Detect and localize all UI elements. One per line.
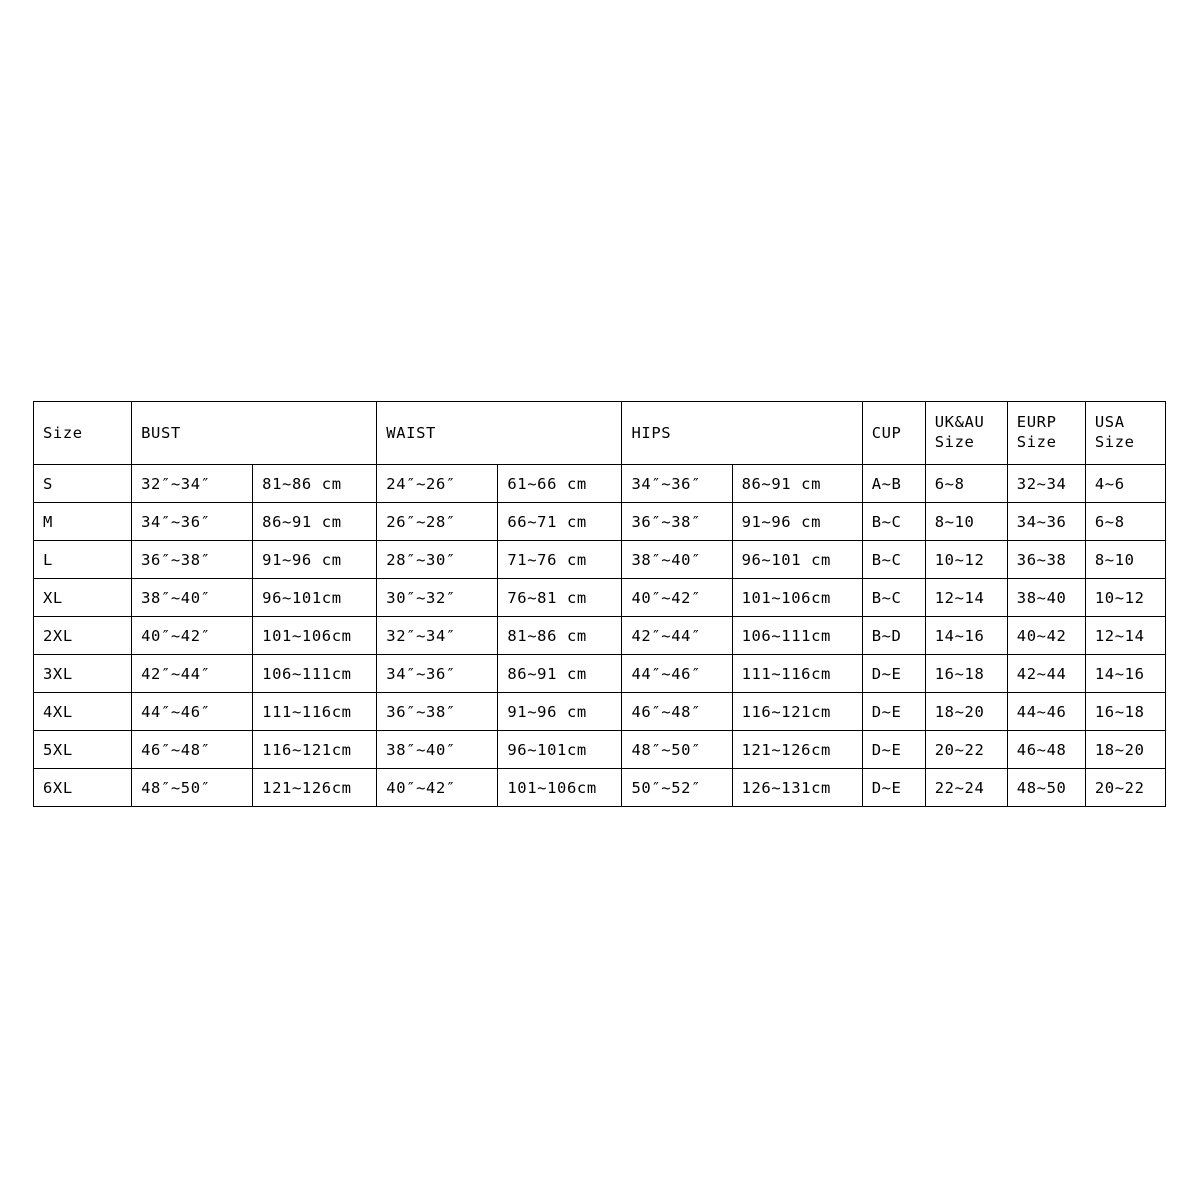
cell-hips-inch: 50″~52″ [622,769,732,807]
table-header-row [34,402,1166,465]
eurp-line-2: Size [1016,433,1057,451]
table-row [34,655,1166,693]
cell-size: 5XL [34,731,132,769]
cell-usa: 12~14 [1085,617,1165,655]
cell-size: S [34,465,132,503]
cell-waist-cm: 66~71 cm [498,503,622,541]
cell-bust-inch: 40″~42″ [132,617,253,655]
cell-eurp: 36~38 [1007,541,1085,579]
cell-cup: B~D [862,617,925,655]
cell-bust-cm: 106~111cm [253,655,377,693]
cell-eurp: 48~50 [1007,769,1085,807]
cell-ukau: 22~24 [925,769,1007,807]
cell-usa: 4~6 [1085,465,1165,503]
cell-bust-cm: 96~101cm [253,579,377,617]
cell-hips-cm: 91~96 cm [732,503,862,541]
column-header-size: Size [34,402,132,465]
cell-eurp: 38~40 [1007,579,1085,617]
cell-waist-inch: 28″~30″ [377,541,498,579]
ukau-line-1: UK&AU [934,413,985,432]
cell-usa: 20~22 [1085,769,1165,807]
cell-size: M [34,503,132,541]
cell-hips-cm: 101~106cm [732,579,862,617]
cell-eurp: 40~42 [1007,617,1085,655]
cell-size: L [34,541,132,579]
cell-hips-cm: 106~111cm [732,617,862,655]
cell-size: 2XL [34,617,132,655]
table-row [34,579,1166,617]
cell-waist-inch: 30″~32″ [377,579,498,617]
cell-usa: 18~20 [1085,731,1165,769]
column-header-waist: WAIST [377,402,622,465]
cell-cup: B~C [862,503,925,541]
cell-eurp: 34~36 [1007,503,1085,541]
cell-waist-cm: 71~76 cm [498,541,622,579]
cell-cup: D~E [862,655,925,693]
cell-usa: 8~10 [1085,541,1165,579]
cell-waist-inch: 36″~38″ [377,693,498,731]
cell-ukau: 14~16 [925,617,1007,655]
cell-hips-inch: 46″~48″ [622,693,732,731]
cell-bust-cm: 116~121cm [253,731,377,769]
table-row [34,503,1166,541]
cell-waist-inch: 38″~40″ [377,731,498,769]
cell-size: 3XL [34,655,132,693]
table-row [34,731,1166,769]
size-chart-container [33,401,1166,807]
cell-waist-cm: 96~101cm [498,731,622,769]
cell-hips-cm: 126~131cm [732,769,862,807]
cell-ukau: 10~12 [925,541,1007,579]
column-header-hips: HIPS [622,402,862,465]
cell-hips-inch: 48″~50″ [622,731,732,769]
cell-bust-inch: 32″~34″ [132,465,253,503]
cell-hips-cm: 111~116cm [732,655,862,693]
cell-eurp: 46~48 [1007,731,1085,769]
cell-ukau: 18~20 [925,693,1007,731]
cell-hips-inch: 36″~38″ [622,503,732,541]
column-header-eurp-size [1007,402,1085,465]
cell-size: 4XL [34,693,132,731]
cell-cup: B~C [862,579,925,617]
cell-bust-inch: 46″~48″ [132,731,253,769]
cell-cup: A~B [862,465,925,503]
column-header-bust: BUST [132,402,377,465]
cell-waist-inch: 26″~28″ [377,503,498,541]
cell-bust-cm: 121~126cm [253,769,377,807]
cell-bust-cm: 91~96 cm [253,541,377,579]
cell-cup: D~E [862,769,925,807]
cell-hips-inch: 38″~40″ [622,541,732,579]
cell-bust-inch: 34″~36″ [132,503,253,541]
cell-bust-inch: 48″~50″ [132,769,253,807]
cell-cup: D~E [862,731,925,769]
cell-waist-cm: 76~81 cm [498,579,622,617]
table-row [34,693,1166,731]
cell-usa: 10~12 [1085,579,1165,617]
cell-waist-inch: 40″~42″ [377,769,498,807]
table-row [34,465,1166,503]
cell-bust-inch: 44″~46″ [132,693,253,731]
column-header-cup: CUP [862,402,925,465]
cell-hips-cm: 86~91 cm [732,465,862,503]
cell-bust-cm: 81~86 cm [253,465,377,503]
cell-waist-inch: 34″~36″ [377,655,498,693]
table-row [34,617,1166,655]
cell-ukau: 6~8 [925,465,1007,503]
cell-cup: D~E [862,693,925,731]
cell-bust-inch: 38″~40″ [132,579,253,617]
cell-eurp: 44~46 [1007,693,1085,731]
eurp-line-1: EURP [1016,413,1057,432]
cell-ukau: 8~10 [925,503,1007,541]
cell-waist-cm: 81~86 cm [498,617,622,655]
usa-line-2: Size [1094,433,1135,451]
cell-waist-cm: 101~106cm [498,769,622,807]
cell-waist-cm: 91~96 cm [498,693,622,731]
cell-eurp: 32~34 [1007,465,1085,503]
cell-bust-cm: 86~91 cm [253,503,377,541]
cell-waist-cm: 61~66 cm [498,465,622,503]
cell-ukau: 16~18 [925,655,1007,693]
cell-size: XL [34,579,132,617]
cell-bust-inch: 42″~44″ [132,655,253,693]
cell-usa: 14~16 [1085,655,1165,693]
cell-hips-inch: 40″~42″ [622,579,732,617]
cell-hips-inch: 44″~46″ [622,655,732,693]
cell-size: 6XL [34,769,132,807]
table-row [34,769,1166,807]
cell-eurp: 42~44 [1007,655,1085,693]
cell-usa: 6~8 [1085,503,1165,541]
cell-ukau: 20~22 [925,731,1007,769]
size-chart-table [33,401,1166,807]
cell-waist-inch: 24″~26″ [377,465,498,503]
ukau-line-2: Size [934,433,975,451]
cell-hips-cm: 121~126cm [732,731,862,769]
cell-hips-inch: 42″~44″ [622,617,732,655]
column-header-ukau-size [925,402,1007,465]
usa-line-1: USA [1094,413,1125,432]
cell-bust-cm: 111~116cm [253,693,377,731]
column-header-usa-size [1085,402,1165,465]
cell-hips-cm: 116~121cm [732,693,862,731]
cell-waist-inch: 32″~34″ [377,617,498,655]
cell-ukau: 12~14 [925,579,1007,617]
cell-bust-inch: 36″~38″ [132,541,253,579]
cell-usa: 16~18 [1085,693,1165,731]
cell-bust-cm: 101~106cm [253,617,377,655]
cell-hips-inch: 34″~36″ [622,465,732,503]
cell-cup: B~C [862,541,925,579]
cell-hips-cm: 96~101 cm [732,541,862,579]
cell-waist-cm: 86~91 cm [498,655,622,693]
table-row [34,541,1166,579]
